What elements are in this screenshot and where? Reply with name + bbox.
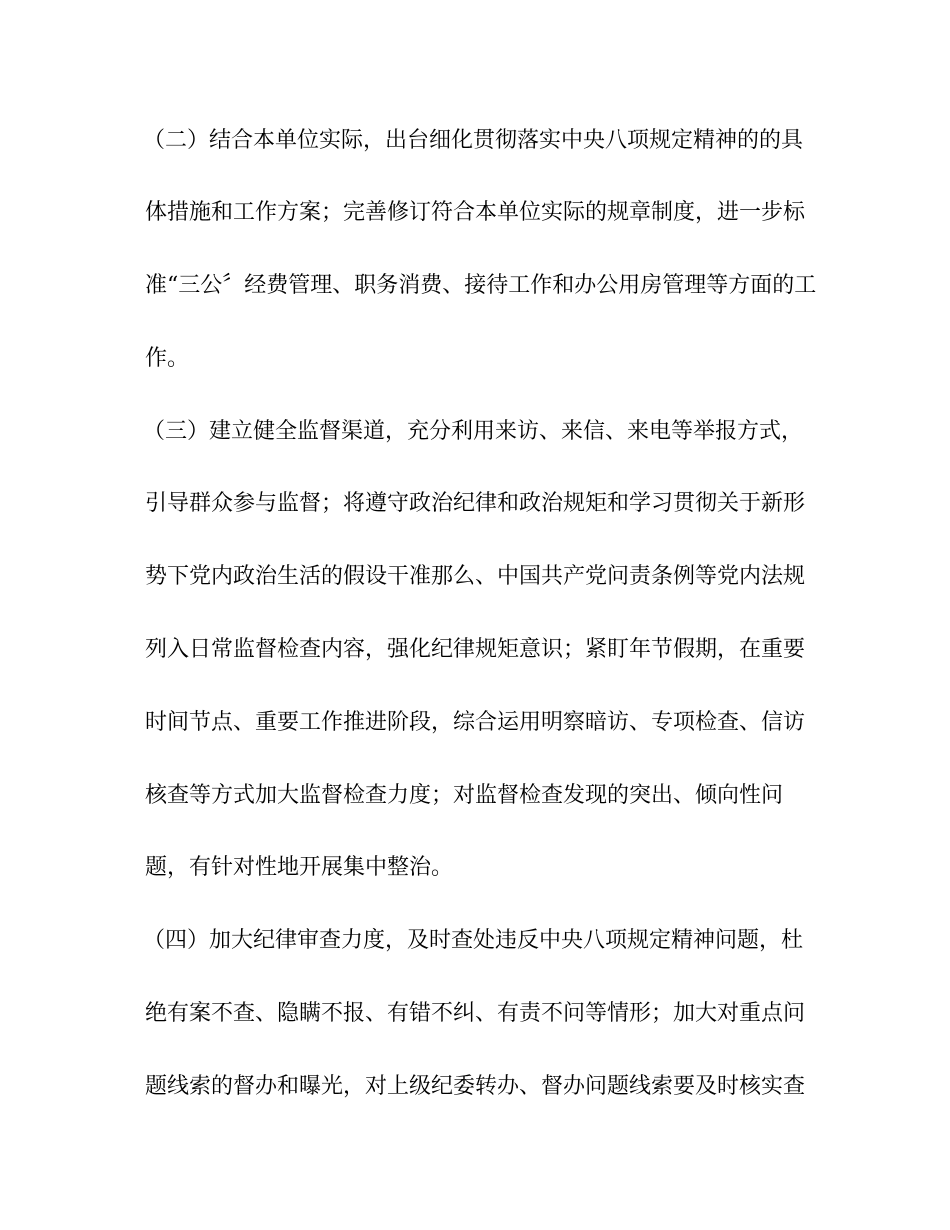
paragraph-2-line-2: 体措施和工作方案；完善修订符合本单位实际的规章制度，进一步标 bbox=[145, 200, 806, 225]
paragraph-3-line-3: 势下党内政治生活的假设干准那么、中国共产党问责条例等党内法规 bbox=[145, 564, 806, 589]
paragraph-4-line-1: （四）加大纪律审查力度，及时查处违反中央八项规定精神问题，杜 bbox=[143, 928, 804, 953]
paragraph-4-line-3: 题线索的督办和曝光，对上级纪委转办、督办问题线索要及时核实查 bbox=[145, 1074, 806, 1099]
paragraph-3-line-7: 题，有针对性地开展集中整治。 bbox=[145, 855, 454, 880]
paragraph-4-line-2: 绝有案不查、隐瞒不报、有错不纠、有责不问等情形；加大对重点问 bbox=[145, 1001, 806, 1026]
paragraph-2-line-3: 准“三公〞经费管理、职务消费、接待工作和办公用房管理等方面的工 bbox=[145, 273, 817, 298]
paragraph-3-line-6: 核查等方式加大监督检查力度；对监督检查发现的突出、倾向性问 bbox=[145, 783, 784, 808]
paragraph-3-line-5: 时间节点、重要工作推进阶段，综合运用明察暗访、专项检查、信访 bbox=[145, 710, 806, 735]
paragraph-2-line-4: 作。 bbox=[145, 346, 190, 371]
paragraph-3-line-4: 列入日常监督检查内容，强化纪律规矩意识；紧盯年节假期，在重要 bbox=[145, 637, 806, 662]
paragraph-2-line-1: （二）结合本单位实际，出台细化贯彻落实中央八项规定精神的的具 bbox=[143, 128, 804, 153]
paragraph-3-line-1: （三）建立健全监督渠道，充分利用来访、来信、来电等举报方式， bbox=[143, 419, 804, 444]
paragraph-3-line-2: 引导群众参与监督；将遵守政治纪律和政治规矩和学习贯彻关于新形 bbox=[145, 491, 806, 516]
